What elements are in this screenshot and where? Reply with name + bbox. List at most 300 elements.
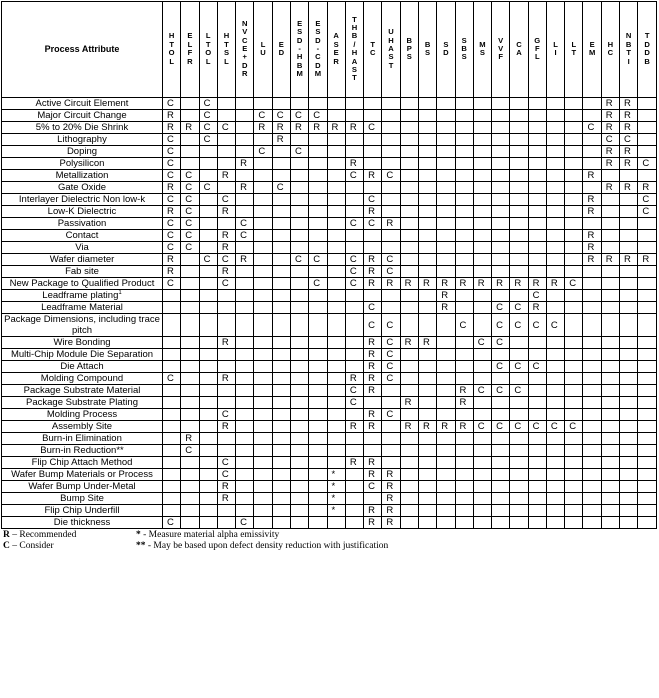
table-cell (620, 170, 638, 182)
table-cell (473, 290, 491, 302)
table-cell (254, 302, 272, 314)
table-cell (364, 242, 382, 254)
table-cell (492, 517, 510, 529)
table-cell (546, 469, 564, 481)
row-label: Low-K Dielectric (2, 206, 163, 218)
table-cell (400, 314, 418, 337)
table-cell (620, 493, 638, 505)
column-header (601, 2, 619, 98)
table-cell (638, 98, 657, 110)
column-header (546, 2, 564, 98)
table-cell (473, 433, 491, 445)
table-cell (290, 218, 308, 230)
table-cell (163, 337, 181, 349)
table-cell (400, 433, 418, 445)
table-cell (199, 373, 217, 385)
table-cell: C (199, 122, 217, 134)
table-cell (163, 349, 181, 361)
table-cell (437, 98, 455, 110)
table-cell (437, 158, 455, 170)
table-cell (290, 505, 308, 517)
table-cell (309, 481, 327, 493)
table-cell (437, 493, 455, 505)
table-cell (638, 481, 657, 493)
table-cell: C (217, 254, 235, 266)
table-cell: R (601, 254, 619, 266)
table-cell (546, 505, 564, 517)
table-cell (528, 98, 546, 110)
table-cell (473, 445, 491, 457)
table-cell (546, 158, 564, 170)
table-cell: R (528, 278, 546, 290)
table-cell (583, 445, 601, 457)
table-cell (473, 397, 491, 409)
column-header (254, 2, 272, 98)
table-cell (546, 433, 564, 445)
table-cell (272, 409, 290, 421)
column-header (327, 2, 345, 98)
table-cell (510, 481, 528, 493)
table-cell (638, 290, 657, 302)
table-cell (546, 409, 564, 421)
table-cell: C (638, 158, 657, 170)
table-cell (236, 302, 254, 314)
table-row (2, 517, 657, 529)
table-cell (473, 517, 491, 529)
table-cell (528, 110, 546, 122)
table-cell (181, 266, 199, 278)
table-cell (309, 98, 327, 110)
table-cell (400, 361, 418, 373)
table-cell (272, 98, 290, 110)
table-cell: R (163, 266, 181, 278)
table-cell (565, 445, 583, 457)
table-cell (290, 98, 308, 110)
table-cell: C (181, 242, 199, 254)
table-cell (327, 146, 345, 158)
table-cell (473, 110, 491, 122)
table-cell: C (163, 278, 181, 290)
table-cell (620, 337, 638, 349)
table-cell (181, 110, 199, 122)
table-cell (181, 278, 199, 290)
table-cell: C (510, 314, 528, 337)
table-cell (309, 337, 327, 349)
table-cell (510, 373, 528, 385)
table-cell (418, 254, 436, 266)
table-cell: * (327, 481, 345, 493)
table-cell (163, 481, 181, 493)
table-cell (492, 254, 510, 266)
table-cell (638, 349, 657, 361)
table-cell (400, 182, 418, 194)
table-cell (345, 505, 363, 517)
table-cell (236, 194, 254, 206)
column-header (364, 2, 382, 98)
table-cell: R (620, 158, 638, 170)
table-cell (327, 278, 345, 290)
table-cell (546, 182, 564, 194)
table-cell (254, 98, 272, 110)
table-cell (510, 469, 528, 481)
table-row (2, 433, 657, 445)
table-cell (601, 170, 619, 182)
table-cell (492, 134, 510, 146)
table-cell (400, 218, 418, 230)
table-cell (565, 349, 583, 361)
table-cell: C (217, 457, 235, 469)
table-cell (565, 302, 583, 314)
table-cell: R (364, 278, 382, 290)
table-cell (181, 146, 199, 158)
table-cell: R (364, 349, 382, 361)
table-cell: C (382, 254, 400, 266)
table-cell (510, 445, 528, 457)
table-cell (364, 290, 382, 302)
table-cell (510, 158, 528, 170)
table-cell: R (181, 433, 199, 445)
table-cell: C (345, 397, 363, 409)
column-header-label: G F L (534, 35, 541, 62)
table-cell (199, 337, 217, 349)
table-cell (510, 517, 528, 529)
table-cell (546, 361, 564, 373)
table-cell: R (364, 373, 382, 385)
table-cell (565, 254, 583, 266)
table-cell: R (455, 397, 473, 409)
table-cell (327, 385, 345, 397)
table-cell (473, 134, 491, 146)
table-cell (254, 481, 272, 493)
table-cell (492, 98, 510, 110)
table-cell (455, 337, 473, 349)
table-cell (583, 349, 601, 361)
table-cell (400, 122, 418, 134)
table-cell (601, 290, 619, 302)
table-cell (546, 302, 564, 314)
table-cell: C (272, 182, 290, 194)
table-cell (510, 505, 528, 517)
table-cell (565, 182, 583, 194)
table-cell (638, 397, 657, 409)
table-cell: C (364, 314, 382, 337)
table-cell (528, 206, 546, 218)
table-cell (327, 361, 345, 373)
table-cell (254, 349, 272, 361)
table-cell (236, 433, 254, 445)
legend-row (1, 541, 657, 552)
table-row (2, 182, 657, 194)
table-row (2, 278, 657, 290)
table-cell (163, 290, 181, 302)
table-cell: R (163, 206, 181, 218)
table-cell (455, 182, 473, 194)
table-cell (437, 314, 455, 337)
table-cell (473, 242, 491, 254)
table-cell: C (181, 206, 199, 218)
table-cell (382, 146, 400, 158)
column-header (236, 2, 254, 98)
table-cell (565, 517, 583, 529)
table-cell (181, 421, 199, 433)
table-cell (565, 397, 583, 409)
table-cell (492, 158, 510, 170)
row-label: Passivation (2, 218, 163, 230)
table-cell (163, 397, 181, 409)
column-header-label: S B S (461, 35, 467, 62)
table-cell (217, 397, 235, 409)
header-process-attribute: Process Attribute (2, 2, 163, 98)
table-cell (290, 469, 308, 481)
table-cell (345, 182, 363, 194)
table-cell (528, 182, 546, 194)
table-cell (601, 421, 619, 433)
table-cell (418, 373, 436, 385)
table-cell (437, 469, 455, 481)
table-cell (583, 278, 601, 290)
table-cell (254, 337, 272, 349)
table-cell: R (163, 182, 181, 194)
table-cell (400, 146, 418, 158)
table-cell: R (583, 230, 601, 242)
table-cell (181, 290, 199, 302)
table-cell (345, 134, 363, 146)
table-cell (199, 385, 217, 397)
table-cell: C (364, 218, 382, 230)
table-cell (181, 254, 199, 266)
table-cell (345, 290, 363, 302)
table-cell: C (492, 314, 510, 337)
table-cell (382, 158, 400, 170)
table-cell: R (583, 194, 601, 206)
table-cell (492, 218, 510, 230)
table-cell (272, 158, 290, 170)
table-cell (272, 385, 290, 397)
table-cell (418, 134, 436, 146)
process-attribute-table (1, 1, 657, 529)
table-row (2, 337, 657, 349)
table-cell (492, 146, 510, 158)
table-cell (199, 361, 217, 373)
table-cell (272, 170, 290, 182)
row-label: Assembly Site (2, 421, 163, 433)
table-cell (546, 385, 564, 397)
table-cell (528, 134, 546, 146)
table-cell: C (199, 110, 217, 122)
row-label: Active Circuit Element (2, 98, 163, 110)
column-header-label: L T (571, 39, 577, 58)
table-cell (272, 517, 290, 529)
column-header (272, 2, 290, 98)
table-cell: R (620, 254, 638, 266)
table-cell (327, 98, 345, 110)
table-cell (327, 158, 345, 170)
table-cell: C (236, 517, 254, 529)
table-cell (327, 182, 345, 194)
table-cell (364, 493, 382, 505)
table-cell (418, 230, 436, 242)
table-cell (290, 314, 308, 337)
table-cell (181, 337, 199, 349)
table-cell (290, 278, 308, 290)
table-cell (601, 469, 619, 481)
table-cell: C (290, 146, 308, 158)
table-cell (236, 505, 254, 517)
table-cell (181, 409, 199, 421)
table-cell (418, 170, 436, 182)
table-cell (583, 337, 601, 349)
table-cell (638, 385, 657, 397)
row-label: Package Substrate Material (2, 385, 163, 397)
table-cell: C (236, 230, 254, 242)
table-cell (400, 517, 418, 529)
table-cell: R (437, 278, 455, 290)
table-cell (272, 349, 290, 361)
table-cell (565, 266, 583, 278)
table-cell (620, 266, 638, 278)
table-cell (638, 337, 657, 349)
table-cell (638, 278, 657, 290)
table-cell (382, 182, 400, 194)
table-cell: C (217, 122, 235, 134)
table-cell (272, 146, 290, 158)
table-cell (199, 242, 217, 254)
table-cell (601, 194, 619, 206)
table-cell: R (400, 278, 418, 290)
table-cell (583, 433, 601, 445)
table-cell (492, 122, 510, 134)
row-label: Package Substrate Plating (2, 397, 163, 409)
table-cell: C (163, 134, 181, 146)
table-cell (309, 361, 327, 373)
table-cell (272, 254, 290, 266)
table-cell (583, 481, 601, 493)
table-cell (437, 122, 455, 134)
table-cell (601, 278, 619, 290)
table-cell: R (217, 230, 235, 242)
table-cell: C (163, 242, 181, 254)
table-cell (400, 481, 418, 493)
table-cell (382, 122, 400, 134)
table-cell (345, 337, 363, 349)
table-cell (345, 194, 363, 206)
table-cell (601, 433, 619, 445)
table-cell: R (163, 254, 181, 266)
table-cell (473, 409, 491, 421)
table-cell: R (400, 421, 418, 433)
table-cell (455, 206, 473, 218)
table-cell (199, 517, 217, 529)
table-cell (638, 218, 657, 230)
table-cell: C (510, 302, 528, 314)
column-header-label: B S (424, 39, 431, 58)
table-cell (546, 194, 564, 206)
table-cell (565, 361, 583, 373)
table-cell: R (620, 122, 638, 134)
table-cell (455, 266, 473, 278)
table-cell (254, 397, 272, 409)
table-cell (272, 493, 290, 505)
table-cell (437, 361, 455, 373)
table-cell: R (217, 373, 235, 385)
table-cell (510, 457, 528, 469)
table-cell (327, 194, 345, 206)
table-cell (638, 230, 657, 242)
table-cell (620, 409, 638, 421)
column-header-label: V V F (498, 35, 504, 62)
table-cell (418, 218, 436, 230)
table-cell (364, 397, 382, 409)
table-cell (528, 146, 546, 158)
row-label: Package Dimensions, including trace pitch (2, 314, 163, 337)
table-cell: C (510, 385, 528, 397)
table-cell (510, 182, 528, 194)
table-cell (601, 218, 619, 230)
table-cell (309, 302, 327, 314)
row-label: Flip Chip Attach Method (2, 457, 163, 469)
table-cell (163, 385, 181, 397)
table-cell (345, 517, 363, 529)
table-cell: R (382, 218, 400, 230)
table-cell (492, 194, 510, 206)
table-cell (601, 361, 619, 373)
table-cell: C (364, 122, 382, 134)
table-cell (418, 493, 436, 505)
table-cell (364, 146, 382, 158)
table-cell (309, 349, 327, 361)
table-cell (254, 182, 272, 194)
table-cell (272, 373, 290, 385)
table-cell (290, 361, 308, 373)
table-cell (638, 361, 657, 373)
table-cell (418, 146, 436, 158)
column-header-label: L U (260, 39, 266, 58)
table-cell (382, 110, 400, 122)
table-cell (565, 194, 583, 206)
table-cell: C (492, 337, 510, 349)
table-cell (620, 302, 638, 314)
table-cell (217, 314, 235, 337)
table-cell (345, 409, 363, 421)
table-cell: C (309, 278, 327, 290)
table-cell: C (163, 517, 181, 529)
table-cell (272, 218, 290, 230)
table-row (2, 146, 657, 158)
column-header (400, 2, 418, 98)
table-cell (528, 230, 546, 242)
table-cell (528, 266, 546, 278)
table-cell (638, 373, 657, 385)
table-cell (620, 517, 638, 529)
table-cell (181, 98, 199, 110)
table-cell (364, 182, 382, 194)
table-cell (583, 98, 601, 110)
table-cell: C (163, 146, 181, 158)
table-cell: R (418, 337, 436, 349)
table-body (2, 98, 657, 529)
table-cell (601, 397, 619, 409)
table-cell (254, 158, 272, 170)
table-cell (473, 122, 491, 134)
table-cell: R (437, 290, 455, 302)
table-cell: R (601, 158, 619, 170)
table-cell: C (473, 337, 491, 349)
table-cell (181, 493, 199, 505)
table-cell: R (217, 421, 235, 433)
table-cell (181, 385, 199, 397)
table-cell: R (620, 98, 638, 110)
table-cell (601, 409, 619, 421)
